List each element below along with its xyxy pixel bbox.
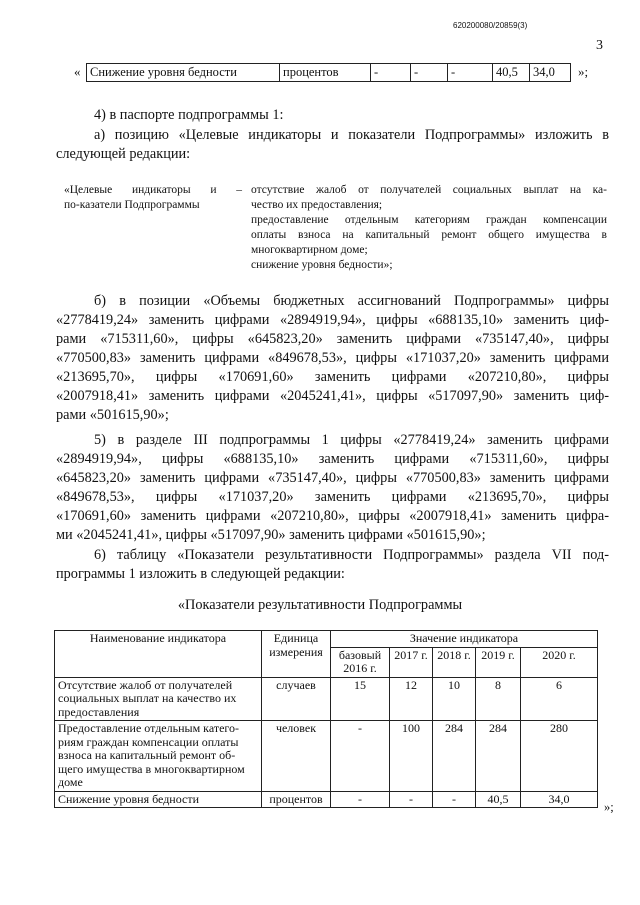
row-value: -	[390, 791, 433, 808]
para-5-line: «849678,53», цифры «171037,20» заменить цифрами «213695,70», цифры	[56, 489, 609, 505]
row-value: -	[331, 791, 390, 808]
table-row	[55, 677, 598, 721]
para-b-line: рами «715311,60», цифры «645823,20» заменить цифрами «735147,40», цифры	[56, 331, 609, 347]
para-b-line: рами «501615,90»;	[56, 407, 169, 423]
row-value: 280	[521, 721, 598, 792]
indicators-right-line: многоквартирном доме;	[251, 244, 368, 256]
row-value: 284	[433, 721, 476, 792]
para-b-line: «213695,70», цифры «170691,60» заменить цифрами «207210,80», цифры	[56, 369, 609, 385]
header-year: 2020 г.	[521, 647, 598, 677]
para-6-line: программы 1 изложить в следующей редакции:	[56, 566, 345, 582]
document-id: 620200080/20859(3)	[453, 21, 528, 30]
para-5-line: ми «2045241,41», цифры «517097,90» заменить цифрами «501615,90»;	[56, 527, 486, 543]
indicators-right-line: оплаты взноса на капитальный ремонт общего имущества в	[251, 229, 607, 241]
table-caption: «Показатели результативности Подпрограммы	[177, 597, 463, 613]
top-cell-unit: процентов	[280, 64, 371, 82]
para-b-line: б) в позиции «Объемы бюджетных ассигнований Подпрограммы» цифры	[94, 293, 609, 309]
indicators-right-line: снижение уровня бедности»;	[251, 259, 393, 271]
header-year: базовый 2016 г.	[331, 647, 390, 677]
indicators-right-line: предоставление отдельным категориям граждан компенсации	[251, 214, 607, 226]
table-row	[55, 721, 598, 792]
para-b-line: «770500,83» заменить цифрами «849678,53», цифры «171037,20» заменить цифрами	[56, 350, 609, 366]
row-value: 100	[390, 721, 433, 792]
row-value: 15	[331, 677, 390, 721]
row-name: Предоставление отдельным катего-риям граждан компенсации оплаты взноса на капитальный ремонт об-щего имущества в многоквартирном доме	[55, 721, 262, 792]
item-4a-line1: а) позицию «Целевые индикаторы и показатели Подпрограммы» изложить в	[94, 127, 609, 143]
row-value: 34,0	[521, 791, 598, 808]
indicators-right-line: чество их предоставления;	[251, 199, 383, 211]
row-value: -	[331, 721, 390, 792]
para-5-line: «2894919,94», цифры «688135,10» заменить цифрами «715311,60», цифры	[56, 451, 609, 467]
open-quote: «	[74, 64, 81, 79]
row-value: 6	[521, 677, 598, 721]
indicators-left-line1: «Целевые индикаторы и –	[64, 184, 242, 196]
top-row-table	[86, 63, 571, 82]
indicators-table	[54, 630, 598, 808]
header-value: Значение индикатора	[331, 631, 598, 648]
header-year: 2017 г.	[390, 647, 433, 677]
indicators-left-prefix: по-	[64, 199, 80, 211]
row-unit: процентов	[262, 791, 331, 808]
close-quote: »;	[578, 64, 589, 79]
table-row	[55, 791, 598, 808]
para-5-line: «645823,20» заменить цифрами «735147,40», цифры «770500,83» заменить цифрами	[56, 470, 609, 486]
row-value: 10	[433, 677, 476, 721]
page-number: 3	[596, 38, 603, 53]
header-year: 2018 г.	[433, 647, 476, 677]
row-unit: человек	[262, 721, 331, 792]
table-header-row	[55, 631, 598, 648]
header-unit: Единица измерения	[262, 631, 331, 678]
row-unit: случаев	[262, 677, 331, 721]
row-value: 8	[476, 677, 521, 721]
top-cell-v4: 40,5	[493, 64, 530, 82]
table-row	[87, 64, 571, 82]
indicators-right-line: отсутствие жалоб от получателей социальных выплат на ка-	[251, 184, 607, 196]
top-cell-name: Снижение уровня бедности	[87, 64, 280, 82]
indicators-left-line2: по-казатели Подпрограммы	[64, 199, 200, 211]
table-close-quote: »;	[604, 800, 614, 814]
para-5-line: «170691,60» заменить цифрами «207210,80», цифры «2007918,41» заменить цифра-	[56, 508, 609, 524]
para-b-line: «2007918,41» заменить цифрами «2045241,41», цифры «517097,90» заменить циф-	[56, 388, 609, 404]
top-cell-v5: 34,0	[530, 64, 571, 82]
row-value: 12	[390, 677, 433, 721]
item-4: 4) в паспорте подпрограммы 1:	[94, 107, 284, 123]
indicators-right	[251, 183, 607, 273]
para-b-line: «2778419,24» заменить цифрами «2894919,94», цифры «688135,10» заменить циф-	[56, 312, 609, 328]
row-value: 40,5	[476, 791, 521, 808]
row-name: Снижение уровня бедности	[55, 791, 262, 808]
top-cell-v2: -	[411, 64, 448, 82]
row-value: 284	[476, 721, 521, 792]
para-5-line: 5) в разделе III подпрограммы 1 цифры «2778419,24» заменить цифрами	[94, 432, 609, 448]
row-name: Отсутствие жалоб от получателей социальных выплат на качество их предоставления	[55, 677, 262, 721]
top-cell-v1: -	[371, 64, 411, 82]
header-year: 2019 г.	[476, 647, 521, 677]
item-4a-line2: следующей редакции:	[56, 146, 191, 162]
row-value: -	[433, 791, 476, 808]
para-6-line: 6) таблицу «Показатели результативности Подпрограммы» раздела VII под-	[94, 547, 609, 563]
top-cell-v3: -	[448, 64, 493, 82]
header-name: Наименование индикатора	[55, 631, 262, 678]
